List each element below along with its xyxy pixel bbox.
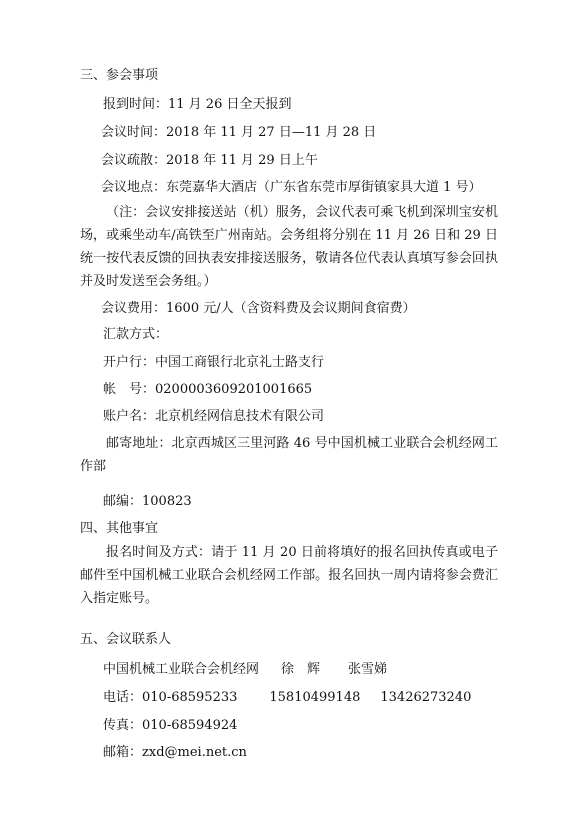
postal-code: 邮编：100823 (103, 494, 192, 509)
contact-organization (103, 658, 387, 677)
meeting-time: 会议时间：2018 年 11 月 27 日—11 月 28 日 (101, 125, 377, 140)
email-label: 邮箱： (103, 745, 143, 760)
phone-label: 电话： (103, 690, 143, 705)
email-address: zxd@mei.net.cn (142, 745, 247, 760)
mailing-address: 邮寄地址：北京西城区三里河路 46 号中国机械工业联合会机经网工作部 (80, 436, 498, 474)
phone-3: 13426273240 (380, 690, 472, 705)
remittance-method: 汇款方式： (103, 327, 169, 342)
contact-person-1: 徐 辉 (281, 662, 321, 677)
account-holder: 账户名：北京机经网信息技术有限公司 (103, 409, 325, 424)
phone-2: 15810499148 (269, 690, 361, 705)
meeting-fee: 会议费用：1600 元/人（含资料费及会议期间食宿费） (101, 301, 416, 316)
fax-number: 010-68594924 (142, 718, 238, 733)
fax-label: 传真： (103, 718, 143, 733)
dispersal-time: 会议疏散：2018 年 11 月 29 日上午 (101, 153, 318, 168)
section-4-heading: 四、其他事宜 (80, 521, 159, 536)
account-number: 帐 号：0200003609201001665 (103, 382, 313, 397)
section-5-heading: 五、会议联系人 (80, 632, 172, 647)
phone-line (103, 686, 471, 705)
organization-name: 中国机械工业联合会机经网 (103, 662, 260, 677)
fax-line (103, 714, 237, 733)
section-3-heading: 三、参会事项 (80, 68, 159, 83)
email-line (103, 741, 247, 760)
registration-instructions: 报名时间及方式：请于 11 月 20 日前将填好的报名回执传真或电子邮件至中国机械工业联合会机经网工作部。报名回执一周内请将参会费汇入指定账号。 (80, 545, 498, 606)
registration-time: 报到时间：11 月 26 日全天报到 (103, 97, 292, 112)
bank-name: 开户行：中国工商银行北京礼士路支行 (103, 355, 325, 370)
meeting-venue: 会议地点：东莞嘉华大酒店（广东省东莞市厚街镇家具大道 1 号） (101, 180, 482, 195)
shuttle-note: （注：会议安排接送站（机）服务，会议代表可乘飞机到深圳宝安机场，或乘坐动车/高铁至广州南站。会务组将分别在 11 月 26 日和 29 日统一按代表反馈的回执表安排接送服务，敬请各位代表认真填写参会回执并及时发送至会务组。） (80, 205, 498, 289)
contact-person-2: 张雪娣 (348, 662, 388, 677)
phone-1: 010-68595233 (142, 690, 238, 705)
